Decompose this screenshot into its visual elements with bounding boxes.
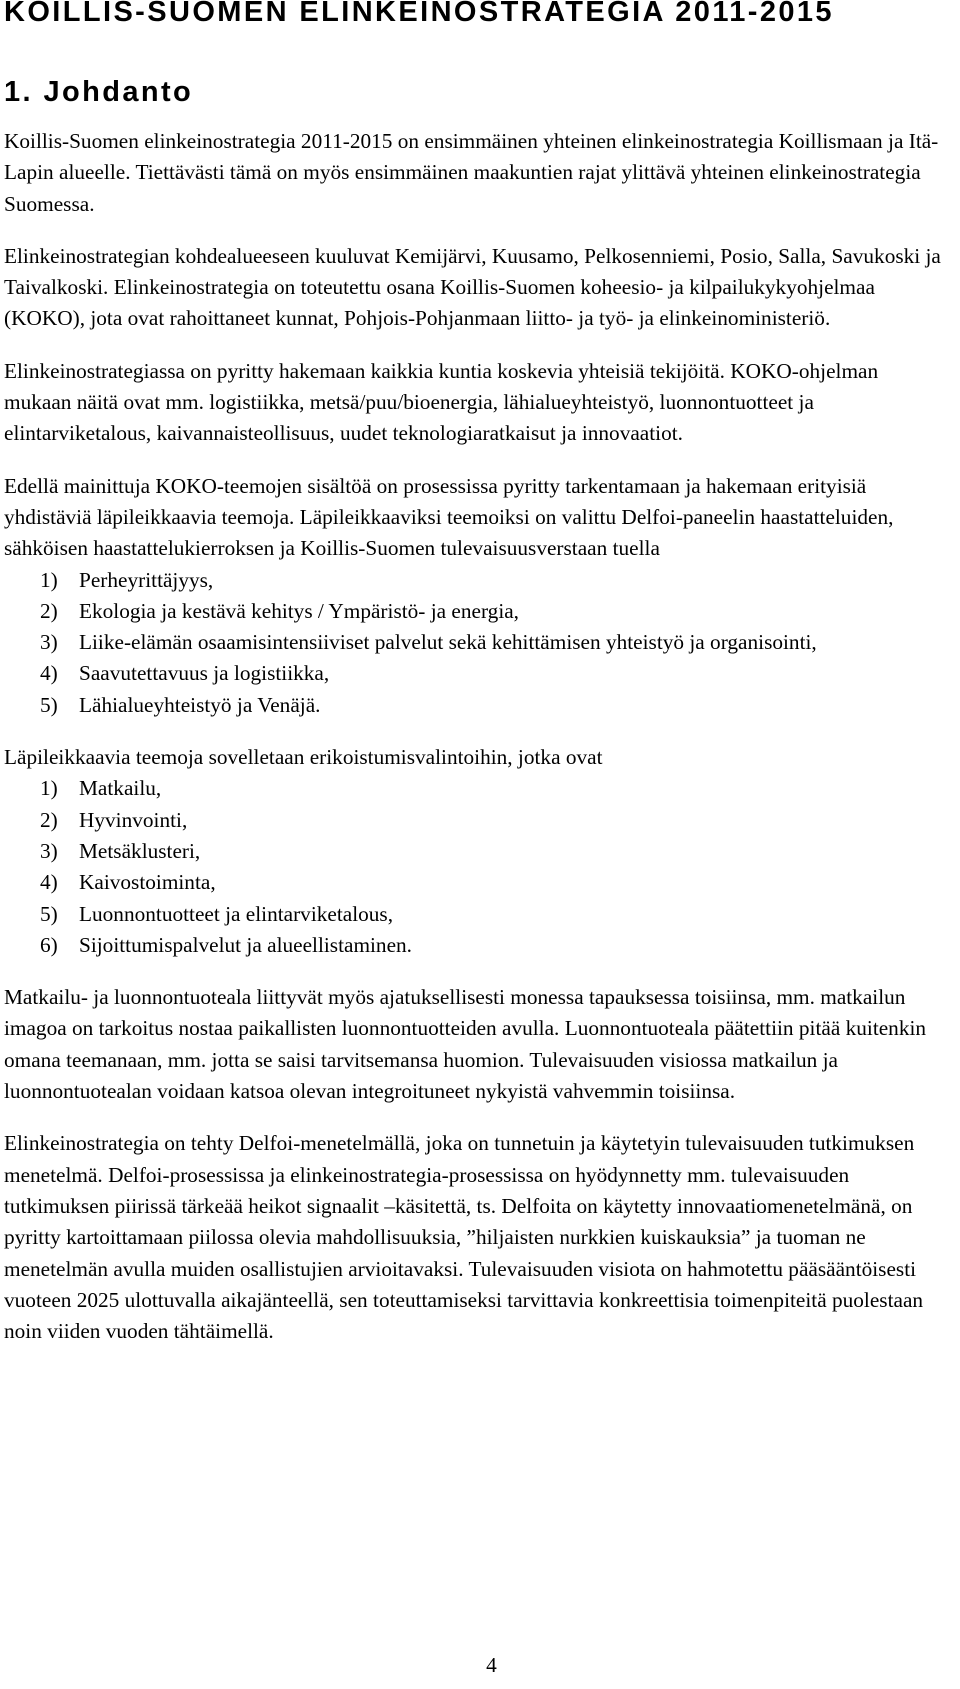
list-number: 4) — [40, 661, 58, 686]
list-item — [4, 565, 950, 596]
list-text: Saavutettavuus ja logistiikka, — [79, 661, 330, 686]
paragraph-common-factors: Elinkeinostrategiassa on pyritty hakemaan kaikkia kuntia koskevia yhteisiä tekijöitä. KOKO-ohjelman mukaan näitä ovat mm. logistiikka, metsä/puu/bioenergia, lähialueyhteistyö, luonnontuotteet ja elintarviketalous, kaivannaisteollisuus, uudet teknologiaratkaisut ja innovaatiot. — [4, 358, 879, 446]
list-item — [4, 899, 950, 930]
list-number: 5) — [40, 901, 58, 926]
paragraph-intro: Koillis-Suomen elinkeinostrategia 2011-2015 on ensimmäinen yhteinen elinkeinostrategia Koillismaan ja Itä-Lapin alueelle. Tiettävästi tämä on myös ensimmäinen maakuntien rajat ylittävä yhteinen elinkeinostrategia Suomessa. — [4, 129, 939, 216]
list-item — [4, 690, 950, 721]
paragraph-target-area: Elinkeinostrategian kohdealueeseen kuuluvat Kemijärvi, Kuusamo, Pelkosenniemi, Posio, Salla, Savukoski ja Taivalkoski. Elinkeinostrategia on toteutettu osana Koillis-Suomen koheesio- ja kilpailukykyohjelmaa (KOKO), jota ovat rahoittaneet kunnat, Pohjois-Pohjanmaan liitto- ja työ- ja elinkeinoministeriö. — [4, 243, 941, 331]
list-number: 2) — [40, 598, 58, 623]
list-text: Kaivostoiminta, — [79, 870, 216, 895]
list-number: 6) — [40, 932, 58, 957]
list-text: Ekologia ja kestävä kehitys / Ympäristö- ja energia, — [79, 598, 520, 623]
list-text: Matkailu, — [79, 776, 162, 801]
list-number: 1) — [40, 776, 58, 801]
section-heading: 1. Johdanto — [4, 76, 194, 108]
list-item — [4, 658, 950, 689]
list-number: 1) — [40, 567, 58, 592]
list-number: 2) — [40, 807, 58, 832]
paragraph-cross-cutting-themes: Edellä mainittuja KOKO-teemojen sisältöä on prosessissa pyritty tarkentamaan ja hakemaan erityisiä yhdistäviä läpileikkaavia teemoja. Läpileikkaaviksi teemoiksi on valittu Delfoi-paneelin haastatteluiden, sähköisen haastattelukierroksen ja Koillis-Suomen tulevaisuusverstaan tuella — [4, 473, 894, 561]
list-item — [4, 627, 950, 658]
list-text: Perheyrittäjyys, — [79, 567, 214, 592]
paragraph-tourism-nature-products: Matkailu- ja luonnontuoteala liittyvät myös ajatuksellisesti monessa tapauksessa toisiinsa, mm. matkailun imagoa on tarkoitus nostaa paikallisten luonnontuotteiden avulla. Luonnontuoteala päätettiin pitää kuitenkin omana teemanaan, mm. jotta se saisi tarvitsemansa huomion. Tulevaisuuden visiossa matkailun ja luonnontuotealan voidaan katsoa olevan integroituneet nykyistä vahvemmin toisiinsa. — [4, 985, 927, 1104]
document-body — [4, 126, 950, 1368]
list-text: Lähialueyhteistyö ja Venäjä. — [79, 692, 321, 717]
list-number: 4) — [40, 870, 58, 895]
list-number: 3) — [40, 630, 58, 655]
list-item — [4, 930, 950, 961]
page-number: 4 — [486, 1653, 497, 1677]
specialization-list — [4, 773, 950, 961]
list-item — [4, 867, 950, 898]
list-text: Luonnontuotteet ja elintarviketalous, — [79, 901, 394, 926]
list-text: Sijoittumispalvelut ja alueellistaminen. — [79, 932, 413, 957]
list-text: Hyvinvointi, — [79, 807, 188, 832]
list-number: 5) — [40, 692, 58, 717]
paragraph-specializations: Läpileikkaavia teemoja sovelletaan erikoistumisvalintoihin, jotka ovat — [4, 745, 603, 770]
list-item — [4, 836, 950, 867]
list-text: Liike-elämän osaamisintensiiviset palvelut sekä kehittämisen yhteistyö ja organisointi, — [79, 630, 817, 655]
list-item — [4, 805, 950, 836]
list-text: Metsäklusteri, — [79, 838, 201, 863]
document-title: KOILLIS-SUOMEN ELINKEINOSTRATEGIA 2011-2015 — [4, 0, 834, 28]
list-item — [4, 773, 950, 804]
list-number: 3) — [40, 838, 58, 863]
list-item — [4, 596, 950, 627]
themes-list — [4, 565, 950, 721]
paragraph-delphi-method: Elinkeinostrategia on tehty Delfoi-menetelmällä, joka on tunnetuin ja käytetyin tulevaisuuden tutkimuksen menetelmä. Delfoi-prosessissa ja elinkeinostrategia-prosessissa on hyödynnetty mm. tulevaisuuden tutkimuksen piirissä tärkeää heikot signaalit –käsitettä, ts. Delfoita on käytetty innovaatiomenetelmänä, on pyritty kartoittamaan piilossa olevia mahdollisuuksia, ”hiljaisten nurkkien kuiskauksia” ja tuoman ne menetelmän avulla muiden osallistujien arvioitavaksi. Tulevaisuuden visiota on hahmotettu pääsääntöisesti vuoteen 2025 ulottuvalla aikajänteellä, sen toteuttamiseksi tarvittavia konkreettisia toimenpiteitä puolestaan noin viiden vuoden tähtäimellä. — [4, 1131, 924, 1344]
